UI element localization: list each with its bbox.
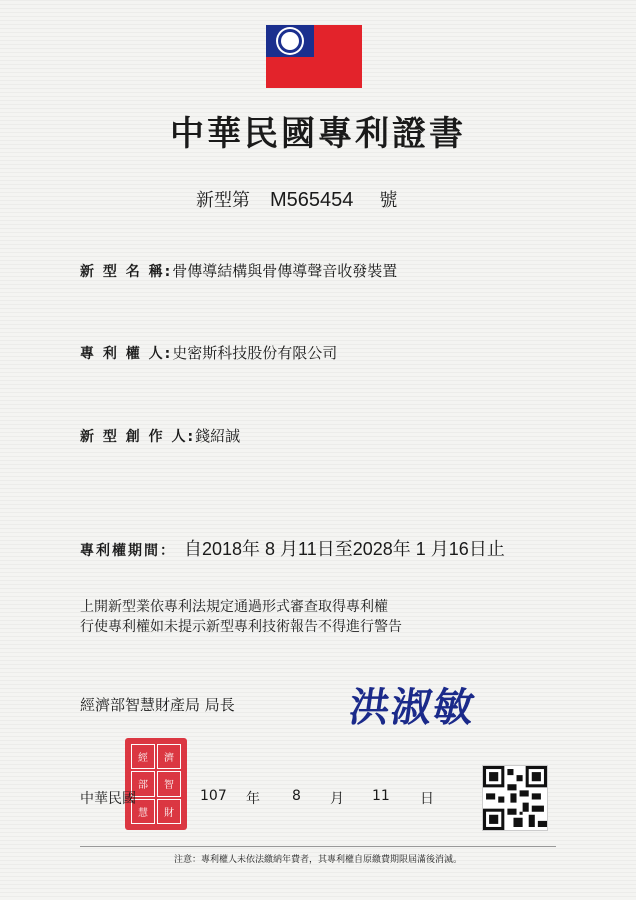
statement-line: 行使專利權如未提示新型專利技術報告不得進行警告 xyxy=(80,619,402,635)
taiwan-flag-icon xyxy=(266,25,362,88)
number-value: M565454 xyxy=(270,189,354,211)
number-suffix: 號 xyxy=(379,190,398,211)
field-label: 新 型 名 稱: xyxy=(80,264,173,280)
field-label: 新 型 創 作 人: xyxy=(80,429,196,445)
field-model-name xyxy=(80,260,397,281)
date-month-unit: 月 xyxy=(330,791,344,807)
number-prefix: 新型第 xyxy=(196,190,250,211)
period-value: 自2018年 8 月11日至2028年 1 月16日止 xyxy=(184,539,505,559)
divider xyxy=(80,846,556,847)
period-label: 專利權期間： xyxy=(80,542,176,558)
certificate-title: 中華民國專利證書 xyxy=(170,114,466,154)
date-day: 11 xyxy=(372,788,390,804)
issuer: 經濟部智慧財產局 局長 xyxy=(80,696,235,714)
date-month: 8 xyxy=(292,788,301,804)
director-signature: 洪淑敏 xyxy=(346,684,479,731)
field-value: 史密斯科技股份有限公司 xyxy=(172,344,338,362)
date-year-unit: 年 xyxy=(246,791,260,807)
field-label: 專 利 權 人: xyxy=(80,346,173,362)
field-value: 骨傳導結構與骨傳導聲音收發裝置 xyxy=(172,262,398,280)
official-seal: 經 濟 部 智 慧 財 xyxy=(125,738,187,830)
field-patentee xyxy=(80,342,337,363)
date-prefix: 中華民國 xyxy=(80,791,136,807)
field-inventor xyxy=(80,425,240,446)
footer-note: 注意：專利權人未依法繳納年費者，其專利權自原繳費期限屆滿後消滅。 xyxy=(173,855,462,865)
statement-line: 上開新型業依專利法規定通過形式審查取得專利權 xyxy=(80,599,388,615)
date-day-unit: 日 xyxy=(420,791,434,807)
patent-period xyxy=(80,535,505,561)
date-year: 107 xyxy=(200,788,227,804)
qr-code-icon xyxy=(482,765,548,831)
patent-number xyxy=(196,186,397,212)
field-value: 錢紹誠 xyxy=(195,427,241,445)
